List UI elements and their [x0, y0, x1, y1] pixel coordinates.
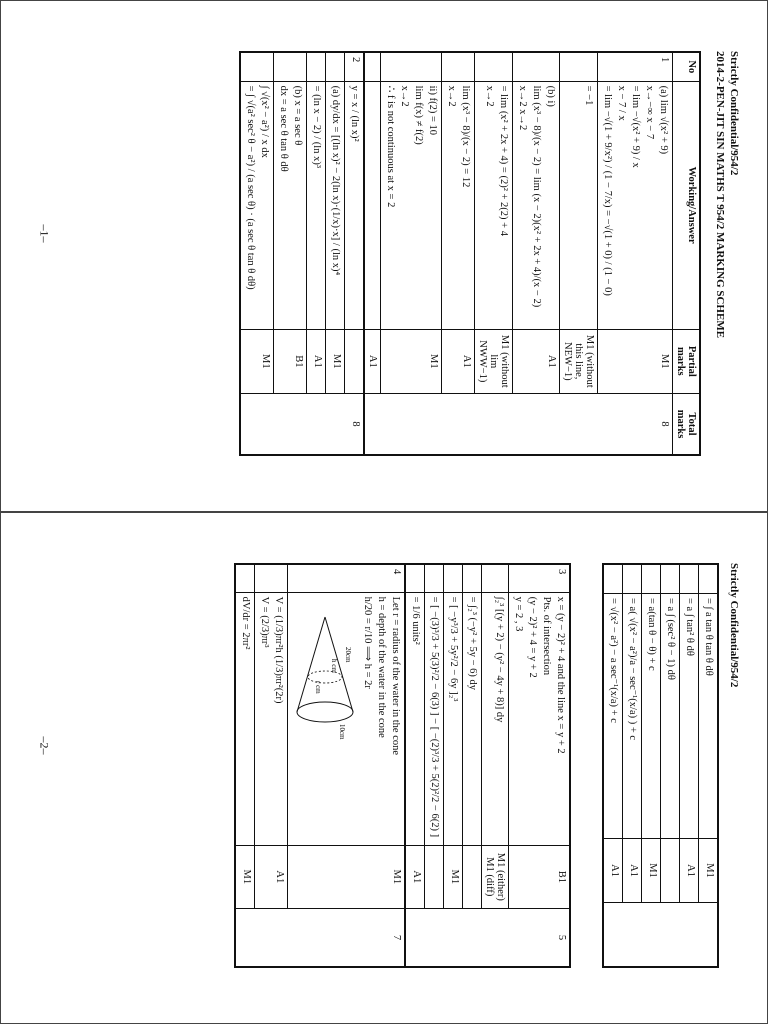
working-line: = ∫₂³ (−y² + 5y − 6) dy [467, 596, 478, 691]
marking-table-1 [239, 51, 701, 456]
working-line: = a ∫ (sec² θ − 1) dθ [665, 597, 676, 680]
col-no: No [673, 52, 701, 81]
working-cell [598, 81, 673, 329]
working-line: (y − 2)² + 4 = y + 2 [527, 596, 538, 678]
working-line: = lim −√(x² + 9) / x [630, 85, 641, 168]
col-partial: Partial marks [673, 329, 701, 393]
partial-mark: A1 [255, 845, 288, 908]
working-line: = a( √(x² − a²)/a − sec⁻¹(x/a) ) + c [627, 597, 638, 741]
partial-mark: B1 [274, 329, 307, 393]
working-cell [307, 81, 326, 329]
working-line: = (ln x − 2) / (ln x)³ [311, 85, 322, 168]
working-line: y = x / (ln x)² [349, 85, 360, 142]
partial-mark: M1 [699, 838, 719, 903]
partial-mark [425, 845, 444, 908]
total-mark: 5 [405, 908, 570, 967]
working-line: ∫ √(x² − a²) / x dx [259, 85, 270, 158]
working-line: = −1 [583, 85, 594, 106]
page-header [713, 51, 741, 338]
working-line: dV/dr = 2πr² [240, 596, 251, 650]
working-line: h = depth of the water in the cone [376, 596, 387, 738]
working-cell [240, 81, 274, 329]
partial-mark: A1 [623, 838, 642, 903]
working-cell [405, 592, 425, 845]
working-cell [513, 81, 560, 329]
page-number: –2– [37, 736, 52, 755]
partial-mark: M1 (without this line, NEW−1) [560, 329, 598, 393]
working-cell [235, 592, 255, 845]
working-cell [560, 81, 598, 329]
partial-mark [463, 845, 482, 908]
page-1-rotated-content [61, 51, 741, 471]
working-cell [326, 81, 345, 329]
question-number: 2 [345, 52, 365, 81]
working-cell [381, 81, 442, 329]
partial-mark: A1 [307, 329, 326, 393]
working-cell [509, 592, 571, 845]
working-line: V = (2/3)πr³ [259, 596, 270, 648]
working-cell [463, 592, 482, 845]
working-line: x = (y − 2)² + 4 and the line x = y + 2 [555, 596, 566, 754]
working-line: = √(x² − a²) − a sec⁻¹(x/a) + c [608, 597, 619, 723]
label-r: r cm [314, 680, 322, 694]
partial-mark: A1 [680, 838, 699, 903]
partial-mark: A1 [405, 845, 425, 908]
working-line: (b) i) [545, 85, 556, 107]
working-cell [444, 592, 463, 845]
working-line: = ∫ √(a² sec² θ − a²) / (a sec θ) · (a sec θ tan θ dθ) [245, 85, 256, 290]
partial-mark: M1 [235, 845, 255, 908]
working-line: (a) dy/dx = [(ln x)² − 2(ln x)·(1/x)·x] / (ln x)⁴ [330, 85, 341, 276]
working-cell [475, 81, 513, 329]
document-title: 2014-2-PEN-JIT SIN MATHS T 954/2 MARKING SCHEME [714, 51, 726, 339]
working-line: = a ∫ tan² θ dθ [684, 597, 695, 656]
partial-mark: M1 [240, 329, 274, 393]
partial-mark [345, 329, 365, 393]
partial-mark: M1 [598, 329, 673, 393]
working-line: lim (x³ − 8)/(x − 2) = 12 [460, 85, 471, 188]
marking-table-2a [602, 563, 719, 968]
partial-mark: M1 (without lim NWW−1) [475, 329, 513, 393]
working-line: x→2 [484, 85, 495, 107]
partial-mark: A1 [364, 329, 381, 393]
page-number: –1– [37, 224, 52, 243]
col-working: Working/Answer [673, 81, 701, 329]
working-line: y = 2 , 3 [513, 596, 524, 632]
working-cell [482, 592, 509, 845]
total-mark: 8 [364, 394, 673, 455]
working-line: x→2 [399, 85, 410, 107]
partial-mark: M1 [288, 845, 406, 908]
working-line: = a(tan θ − θ) + c [646, 597, 657, 671]
working-line: = ∫ a tan θ tan θ dθ [703, 597, 714, 676]
working-line: lim f(x) ≠ f(2) [413, 85, 424, 145]
working-line: (b) x = a sec θ [292, 85, 303, 146]
label-slant: 20cm [344, 646, 352, 663]
cone-rim [297, 702, 353, 722]
confidential-label: Strictly Confidential/954/2 [728, 51, 740, 176]
page-2 [0, 512, 768, 1024]
partial-mark: A1 [603, 838, 623, 903]
working-line: x − 7 / x [616, 85, 627, 121]
working-line: dx = a sec θ tan θ dθ [278, 85, 289, 172]
question-number: 4 [288, 564, 406, 592]
working-cell [274, 81, 307, 329]
working-line: = 1/6 units² [410, 596, 421, 645]
partial-mark: M1 [444, 845, 463, 908]
partial-mark: M1 [642, 838, 661, 903]
working-line: ii) f(2) = 10 [427, 85, 438, 136]
partial-mark: A1 [513, 329, 560, 393]
working-line: lim (x³ − 8)/(x − 2) = lim (x − 2)(x² + 2x + 4)/(x − 2) [531, 85, 542, 308]
working-line: h/20 = r/10 ⟹ h = 2r [362, 596, 373, 689]
working-line: = [ −(3)³/3 + 5(3)²/2 − 6(3) ] − [ −(2)³/3 + 5(2)²/2 − 6(2) ] [429, 596, 440, 838]
working-line: = lim −√(1 + 9/x²) / (1 − 7/x) = −√(1 + 0) / (1 − 0) [602, 85, 613, 296]
marking-table-2b [234, 563, 571, 968]
working-line: Pts. of intersection [541, 596, 552, 676]
working-cell [425, 592, 444, 845]
working-cell [680, 593, 699, 838]
cone-diagram [290, 597, 360, 747]
question-number: 3 [509, 564, 571, 592]
working-cell [442, 81, 475, 329]
working-line: = [ −y³/3 + 5y²/2 − 6y ]₂³ [448, 596, 459, 702]
working-cell [288, 592, 406, 845]
partial-mark: M1 (either) M1 (diff) [482, 845, 509, 908]
working-line: V = (1/3)πr²h (1/3)πr²(2r) [273, 596, 284, 704]
working-cell [603, 593, 623, 838]
total-mark: 8 [240, 394, 364, 455]
working-cell [255, 592, 288, 845]
partial-mark: B1 [509, 845, 571, 908]
partial-mark [661, 838, 680, 903]
confidential-label: Strictly Confidential/954/2 [728, 563, 740, 688]
working-cell [345, 81, 365, 329]
working-cell [623, 593, 642, 838]
partial-mark: M1 [326, 329, 345, 393]
total-mark: 7 [235, 908, 405, 967]
working-line: x→2 x→2 [517, 85, 528, 131]
partial-mark: M1 [381, 329, 442, 393]
partial-mark: A1 [442, 329, 475, 393]
working-cell [364, 81, 381, 329]
page-2-rotated-content [61, 563, 741, 983]
working-cell [642, 593, 661, 838]
working-cell [699, 593, 719, 838]
label-h: h cm [330, 658, 338, 673]
working-line: Let r = radius of the water in the cone [390, 596, 401, 756]
working-cell [661, 593, 680, 838]
working-line: = lim (x² + 2x + 4) = (2)² + 2(2) + 4 [498, 85, 509, 236]
cone-edge-bottom [297, 617, 325, 712]
question-number: 1 [598, 52, 673, 81]
working-line: x→−∞ x − 7 [644, 85, 655, 140]
working-line: ∴ f is not continuous at x = 2 [385, 85, 396, 208]
page-header [727, 563, 741, 687]
working-line: (a) lim √(x² + 9) [658, 85, 669, 155]
working-line: ∫₂³ [(y + 2) − (y² − 4y + 8)] dy [494, 596, 505, 723]
label-top: 10cm [338, 723, 346, 740]
working-line: x→2 [446, 85, 457, 107]
col-total: Total marks [673, 394, 701, 455]
